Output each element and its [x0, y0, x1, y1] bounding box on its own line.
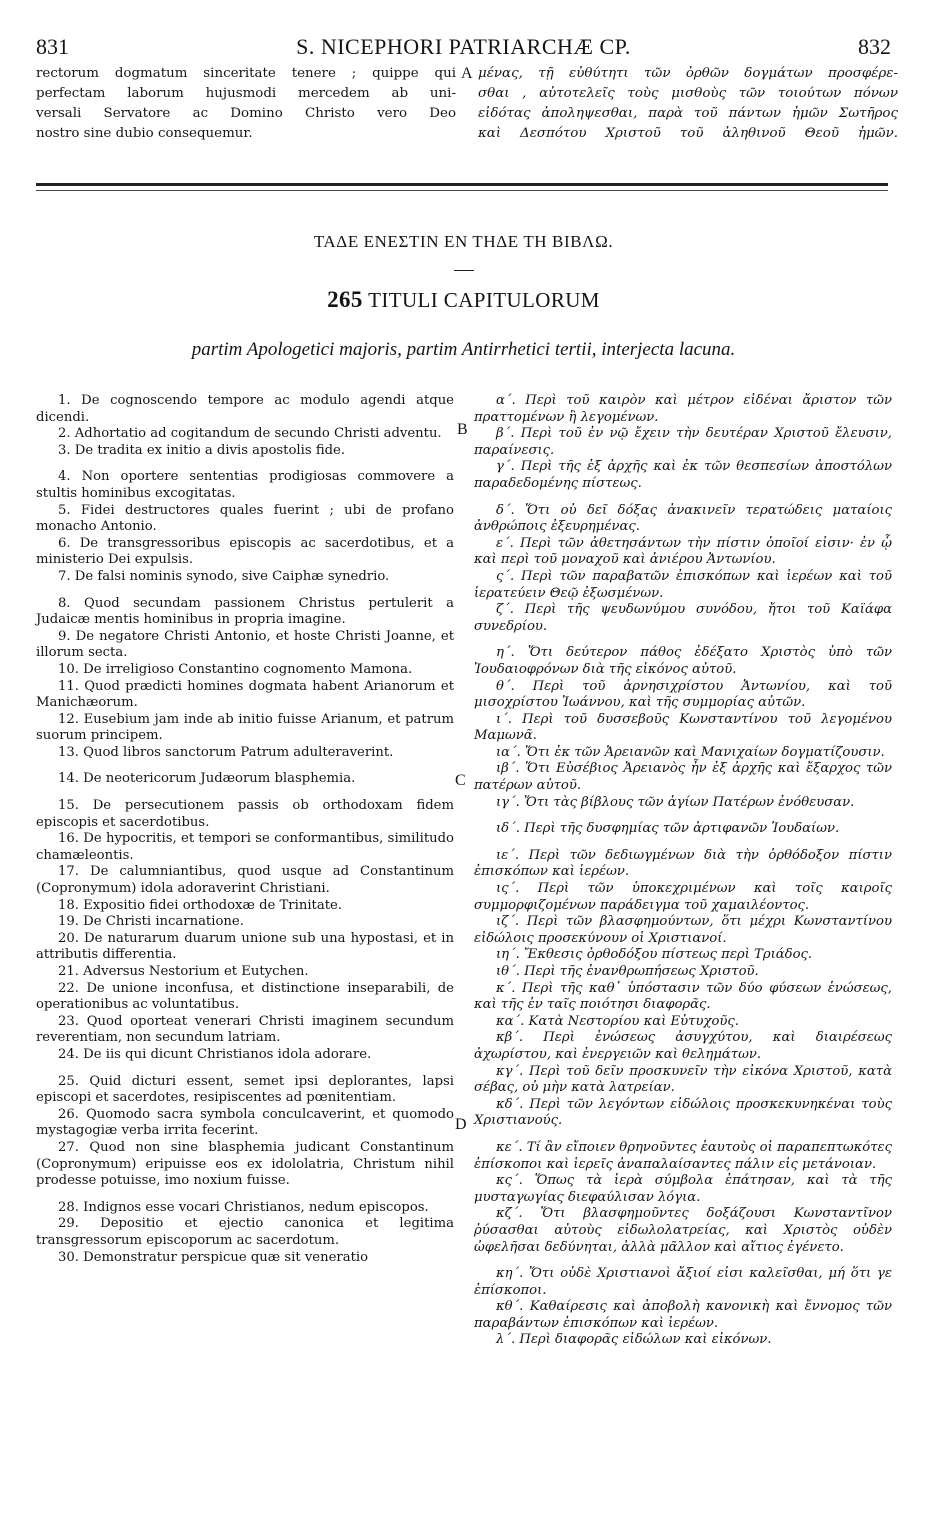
- greek-chapter-entry: κδ΄. Περὶ τῶν λεγόντων εἰδώλοις προσκεκυνηκέναι τοὺς Χριστιανούς.: [474, 1096, 892, 1129]
- latin-chapter-entry: 29. Depositio et ejectio canonica et legitima transgressorum episcoporum ac sacerdotum.: [36, 1216, 454, 1248]
- latin-chapter-entry: 3. De tradita ex initio a divis apostolis fide.: [58, 442, 346, 458]
- latin-chapter-entry: 9. De negatore Christi Antonio, et hoste Christi Joanne, et illorum secta.: [36, 628, 454, 661]
- latin-chapter-entry: 10. De irreligioso Constantino cognomento Mamona.: [58, 661, 413, 677]
- greek-chapter-entry: β΄. Περὶ τοῦ ἐν νῷ ἔχειν τὴν δευτέραν Χριστοῦ ἔλευσιν, παραίνεσις.: [474, 426, 892, 458]
- margin-marker-a: A: [461, 65, 473, 82]
- greek-chapter-entry: κα΄. Κατὰ Νεστορίου καὶ Εὐτυχοῦς.: [496, 1013, 740, 1029]
- greek-chapter-entry: η΄. Ὅτι δεύτερον πάθος ἐδέξατο Χριστὸς ὑπὸ τῶν Ἰουδαιοφρόνων διὰ τῆς εἰκόνος αὐτοῦ.: [474, 645, 892, 677]
- greek-chapter-entry: κζ΄. Ὅτι βλασφημοῦντες δοξάζουσι Κωνσταντῖνον ῥύσασθαι αὐτοὺς εἰδωλολατρείας, καὶ Χριστὸς οὐδὲν ὠφελῆσαι δεδύνηται, ἀλλὰ μᾶλλον καὶ αἴτιος ἐγένετο.: [474, 1206, 892, 1255]
- latin-chapter-entry: 7. De falsi nominis synodo, sive Caiphæ synedrio.: [58, 568, 390, 584]
- top-greek-line: εἰδότας ἀποληψεσθαι, παρὰ τοῦ πάντων ἡμῶν Σωτῆρος: [478, 106, 898, 121]
- latin-chapter-entry: 8. Quod secundam passionem Christus pertulerit a Judaicæ mentis hominibus in propria imagine.: [36, 595, 454, 628]
- top-greek-line: σθαι , αὐτοτελεῖς τοὺς μισθοὺς τῶν τοιούτων πόνων: [478, 86, 898, 101]
- top-latin-line: rectorum dogmatum sinceritate tenere ; quippe qui: [36, 66, 456, 81]
- latin-chapter-entry: 22. De unione inconfusa, et distinctione inseparabili, de operationibus ac voluntatibus.: [36, 980, 454, 1013]
- greek-chapter-entry: ιγ΄. Ὅτι τὰς βίβλους τῶν ἁγίων Πατέρων ἐνόθευσαν.: [496, 794, 855, 810]
- greek-chapter-entry: λ΄. Περὶ διαφορᾶς εἰδώλων καὶ εἰκόνων.: [496, 1332, 772, 1348]
- latin-chapter-entry: 13. Quod libros sanctorum Patrum adulteraverint.: [58, 744, 394, 760]
- latin-chapter-entry: 30. Demonstratur perspicue quæ sit veneratio: [58, 1249, 369, 1265]
- top-latin-text: [36, 64, 456, 144]
- running-header: [36, 34, 891, 60]
- latin-chapter-entry: 1. De cognoscendo tempore ac modulo agendi atque dicendi.: [36, 393, 454, 425]
- latin-chapter-entry: 12. Eusebium jam inde ab initio fuisse Arianum, et patrum suorum principem.: [36, 711, 454, 744]
- section-number: 265: [327, 287, 363, 312]
- greek-chapter-entry: γ΄. Περὶ τῆς ἐξ ἀρχῆς καὶ ἐκ τῶν θεσπεσίων ἀποστόλων παραδεδομένης πίστεως.: [474, 459, 892, 491]
- latin-chapter-entry: 5. Fidei destructores quales fuerint ; ubi de profano monacho Antonio.: [36, 502, 454, 535]
- latin-chapter-entry: 21. Adversus Nestorium et Eutychen.: [58, 964, 309, 979]
- top-latin-line: nostro sine dubio consequemur.: [36, 126, 253, 141]
- greek-chapter-list: [474, 393, 892, 1349]
- latin-chapter-entry: 27. Quod non sine blasphemia judicant Constantinum (Copronymum) eripuisse eos ex idololatria, Christum nihil prodesse potuisse, imo noxium fuisse.: [36, 1139, 454, 1189]
- greek-chapter-entry: α΄. Περὶ τοῦ καιρὸν καὶ μέτρον εἰδέναι ἄριστον τῶν πραττομένων ἢ λεγομένων.: [474, 393, 892, 425]
- latin-chapter-entry: 23. Quod oporteat venerari Christi imaginem secundum reverentiam, non secundum latriam.: [36, 1013, 454, 1046]
- latin-chapter-list: [36, 393, 454, 1266]
- greek-chapter-entry: ιβ΄. Ὅτι Εὐσέβιος Ἀρειανὸς ἦν ἐξ ἀρχῆς καὶ ἔξαρχος τῶν πατέρων αὐτοῦ.: [474, 761, 892, 794]
- margin-marker-c: C: [455, 772, 466, 789]
- greek-chapter-entry: ιδ΄. Περὶ τῆς δυσφημίας τῶν ἀρτιφανῶν Ἰουδαίων.: [496, 821, 840, 837]
- greek-chapter-entry: κθ΄. Καθαίρεσις καὶ ἀποβολὴ κανονικὴ καὶ ἔννομος τῶν παραβάντων ἐπισκόπων καὶ ἱερέων.: [474, 1299, 892, 1331]
- greek-chapter-entry: ε΄. Περὶ τῶν ἀθετησάντων τὴν πίστιν ὁποῖοί εἰσιν· ἐν ᾧ καὶ περὶ τοῦ μοναχοῦ καὶ ἀνιέρου Ἀντωνίου.: [474, 535, 892, 568]
- page-number-left: 831: [36, 34, 69, 59]
- main-heading: [0, 287, 927, 313]
- latin-chapter-entry: 24. De iis qui dicunt Christianos idola adorare.: [58, 1046, 372, 1062]
- latin-chapter-entry: 19. De Christi incarnatione.: [58, 914, 244, 930]
- section-rule-thick: [36, 183, 888, 186]
- greek-chapter-entry: ς΄. Περὶ τῶν παραβατῶν ἐπισκόπων καὶ ἱερέων καὶ τοῦ ἱερατεύειν Θεῷ ἐξωσμένων.: [474, 568, 892, 601]
- running-title: S. NICEPHORI PATRIARCHÆ CP.: [296, 34, 631, 59]
- top-greek-line: μένας, τῇ εὐθύτητι τῶν ὀρθῶν δογμάτων προσφέρε-: [478, 66, 898, 81]
- latin-chapter-entry: 20. De naturarum duarum unione sub una hypostasi, et in attributis differentia.: [36, 930, 454, 963]
- greek-chapter-entry: ιζ΄. Περὶ τῶν βλασφημούντων, ὅτι μέχρι Κωνσταντίνου εἰδώλοις προσεκύνουν οἱ Χριστιανοί.: [474, 914, 892, 946]
- top-latin-line: versali Servatore ac Domino Christo vero Deo: [36, 106, 456, 121]
- latin-chapter-entry: 14. De neotericorum Judæorum blasphemia.: [58, 771, 356, 787]
- greek-chapter-entry: κβ΄. Περὶ ἑνώσεως ἀσυγχύτου, καὶ διαιρέσεως ἀχωρίστου, καὶ ἐνεργειῶν καὶ θελημάτων.: [474, 1030, 892, 1062]
- top-latin-line: perfectam laborum hujusmodi mercedem ab uni-: [36, 86, 456, 101]
- greek-chapter-entry: κη΄. Ὅτι οὐδὲ Χριστιανοὶ ἄξιοί εἰσι καλεῖσθαι, μή ὅτι γε ἐπίσκοποι.: [474, 1266, 892, 1298]
- latin-chapter-entry: 26. Quomodo sacra symbola conculcaverint, et quomodo mystagogiæ verba irrita fecerint.: [36, 1106, 454, 1139]
- latin-chapter-entry: 11. Quod prædicti homines dogmata habent Arianorum et Manichæorum.: [36, 678, 454, 711]
- latin-chapter-entry: 15. De persecutionem passis ob orthodoxam fidem episcopis et sacerdotibus.: [36, 798, 454, 830]
- top-greek-line: καὶ Δεσπότου Χριστοῦ τοῦ ἀληθινοῦ Θεοῦ ἡμῶν.: [478, 126, 898, 141]
- greek-chapter-entry: ιη΄. Ἔκθεσις ὀρθοδόξου πίστεως περὶ Τριάδος.: [496, 947, 813, 963]
- greek-chapter-entry: ιθ΄. Περὶ τῆς ἐνανθρωπήσεως Χριστοῦ.: [496, 964, 759, 979]
- latin-chapter-entry: 16. De hypocritis, et tempori se conformantibus, similitudo chamæleontis.: [36, 831, 454, 863]
- section-rule-thin: [36, 190, 888, 191]
- top-greek-text: [478, 64, 898, 144]
- greek-chapter-entry: κ΄. Περὶ τῆς καθ᾽ ὑπόστασιν τῶν δύο φύσεων ἑνώσεως, καὶ τῆς ἐν ταῖς ποιότησι διαφορᾶς.: [474, 980, 892, 1013]
- margin-marker-d: D: [455, 1116, 467, 1133]
- latin-chapter-entry: 17. De calumniantibus, quod usque ad Constantinum (Copronymum) idola adoraverint Christiani.: [36, 864, 454, 897]
- latin-chapter-entry: 6. De transgressoribus episcopis ac sacerdotibus, et a ministerio Dei expulsis.: [36, 535, 454, 568]
- page-number-right: 832: [858, 34, 891, 59]
- greek-chapter-entry: κς΄. Ὅπως τὰ ἱερὰ σύμβολα ἐπάτησαν, καὶ τὰ τῆς μυσταγωγίας διεφαύλισαν λόγια.: [474, 1173, 892, 1205]
- greek-chapter-entry: κγ΄. Περὶ τοῦ δεῖν προσκυνεῖν τὴν εἰκόνα Χριστοῦ, κατὰ σέβας, οὐ μὴν κατὰ λατρείαν.: [474, 1063, 892, 1096]
- greek-chapter-entry: ια΄. Ὅτι ἐκ τῶν Ἀρειανῶν καὶ Μανιχαίων δογματίζουσιν.: [496, 744, 885, 760]
- margin-marker-b: B: [457, 421, 468, 438]
- greek-chapter-entry: ιε΄. Περὶ τῶν δεδιωγμένων διὰ τὴν ὀρθόδοξον πίστιν ἐπισκόπων καὶ ἱερέων.: [474, 847, 892, 880]
- greek-chapter-entry: ις΄. Περὶ τῶν ὑποκεχριμένων καὶ τοῖς καιροῖς συμμορφιζομένων παράδειγμα τοῦ χαμαιλέοντος.: [474, 881, 892, 913]
- latin-chapter-entry: 25. Quid dicturi essent, semet ipsi deplorantes, lapsi episcopi et sacerdotes, resipiscentes ad pœnitentiam.: [36, 1073, 454, 1106]
- main-heading-text: TITULI CAPITULORUM: [368, 288, 600, 312]
- greek-chapter-entry: ι΄. Περὶ τοῦ δυσσεβοῦς Κωνσταντίνου τοῦ λεγομένου Μαμωνᾶ.: [474, 711, 892, 744]
- latin-chapter-entry: 2. Adhortatio ad cogitandum de secundo Christi adventu.: [58, 426, 442, 442]
- subtitle: partim Apologetici majoris, partim Antirrhetici tertii, interjecta lacuna.: [191, 339, 736, 360]
- greek-chapter-entry: ζ΄. Περὶ τῆς ψευδωνύμου συνόδου, ἤτοι τοῦ Καϊάφα συνεδρίου.: [474, 602, 892, 634]
- latin-chapter-entry: 28. Indignos esse vocari Christianos, nedum episcopos.: [58, 1199, 429, 1215]
- heading-dash: [454, 270, 474, 271]
- greek-chapter-entry: δ΄. Ὅτι οὐ δεῖ δόξας ἀνακινεῖν τερατώδεις ματαίοις ἀνθρώποις ἐξευρημένας.: [474, 502, 892, 535]
- latin-chapter-entry: 18. Expositio fidei orthodoxæ de Trinitate.: [58, 897, 343, 913]
- greek-chapter-entry: κε΄. Τί ἂν εἴποιεν θρηνοῦντες ἑαυτοὺς οἱ παραπεπτωκότες ἐπίσκοποι καὶ ἱερεῖς ἀναπαλαίσαντες πάλιν εἰς μετάνοιαν.: [474, 1139, 892, 1172]
- latin-chapter-entry: 4. Non oportere sententias prodigiosas commovere a stultis hominibus excogitatas.: [36, 469, 454, 501]
- greek-chapter-entry: θ΄. Περὶ τοῦ ἀρνησιχρίστου Ἀντωνίου, καὶ τοῦ μισοχρίστου Ἰωάννου, καὶ τῆς συμμορίας αὐτῶν.: [474, 678, 892, 711]
- greek-heading: ΤΑΔΕ ΕΝΕΣΤΙΝ ΕΝ ΤΗΔΕ ΤΗ ΒΙΒΛΩ.: [313, 232, 614, 251]
